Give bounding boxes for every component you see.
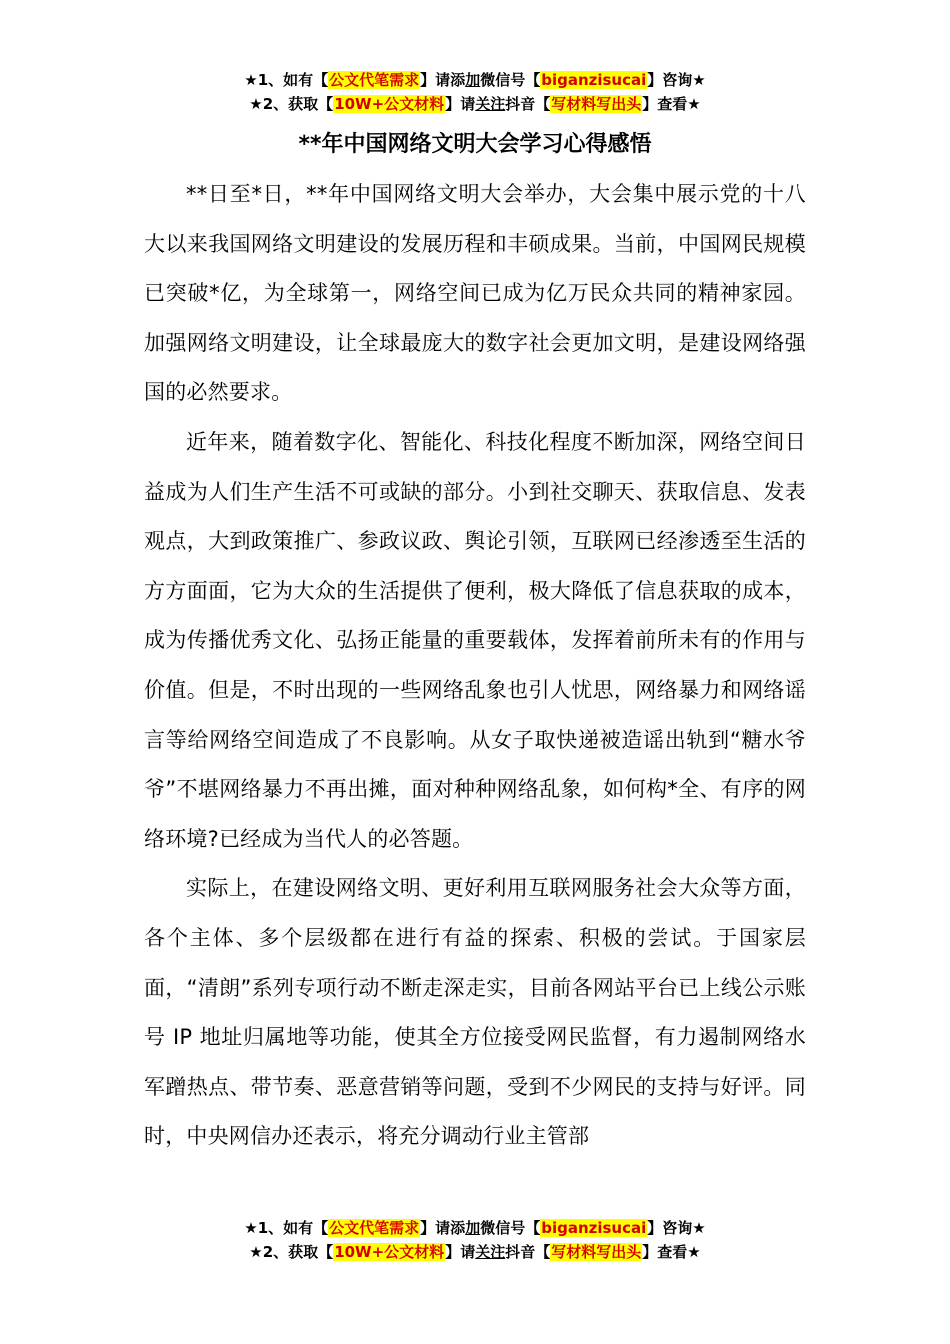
banner-line-2: ★2、获取【10W+公文材料】请关注抖音【写材料写出头】查看★ (249, 1243, 701, 1261)
highlight-materials: 10W+公文材料 (334, 95, 445, 113)
footer-banner (0, 1216, 950, 1264)
document-title: **年中国网络文明大会学习心得感悟 (298, 132, 652, 157)
header-banner (0, 68, 950, 116)
highlight-douyin-account: 写材料写出头 (551, 95, 642, 113)
banner-line-2: ★2、获取【10W+公文材料】请关注抖音【写材料写出头】查看★ (249, 95, 701, 113)
highlight-service: 公文代笔需求 (329, 1219, 420, 1237)
paragraph: 实际上，在建设网络文明、更好利用互联网服务社会大众等方面，各个主体、多个层级都在进行有益的探索、积极的尝试。于国家层面，“清朗”系列专项行动不断走深走实，目前各网站平台已上线公示账号 IP 地址归属地等功能，使其全方位接受网民监督，有力遏制网络水军蹭热点、带节奏、恶意营销等问题，受到不少网民的支持与好评。同时，中央网信办还表示，将充分调动行业主管部 (144, 876, 806, 1149)
highlight-service: 公文代笔需求 (329, 71, 420, 89)
paragraph: 近年来，随着数字化、智能化、科技化程度不断加深，网络空间日益成为人们生产生活不可或缺的部分。小到社交聊天、获取信息、发表观点，大到政策推广、参政议政、舆论引领，互联网已经渗透至生活的方方面面，它为大众的生活提供了便利，极大降低了信息获取的成本，成为传播优秀文化、弘扬正能量的重要载体，发挥着前所未有的作用与价值。但是，不时出现的一些网络乱象也引人忧思，网络暴力和网络谣言等给网络空间造成了不良影响。从女子取快递被造谣出轨到“糖水爷爷”不堪网络暴力不再出摊，面对种种网络乱象，如何构*全、有序的网络环境?已经成为当代人的必答题。 (144, 429, 806, 851)
highlight-wechat-id: biganzisucai (541, 71, 647, 89)
paragraph: **日至*日，**年中国网络文明大会举办，大会集中展示党的十八大以来我国网络文明建设的发展历程和丰硕成果。当前，中国网民规模已突破*亿，为全球第一，网络空间已成为亿万民众共同的精神家园。加强网络文明建设，让全球最庞大的数字社会更加文明，是建设网络强国的必然要求。 (144, 182, 806, 405)
highlight-wechat-id: biganzisucai (541, 1219, 647, 1237)
document-body (144, 170, 806, 1162)
banner-line-1: ★1、如有【公文代笔需求】请添加微信号【biganzisucai】咨询★ (244, 71, 706, 89)
highlight-materials: 10W+公文材料 (334, 1243, 445, 1261)
banner-line-1: ★1、如有【公文代笔需求】请添加微信号【biganzisucai】咨询★ (244, 1219, 706, 1237)
highlight-douyin-account: 写材料写出头 (551, 1243, 642, 1261)
